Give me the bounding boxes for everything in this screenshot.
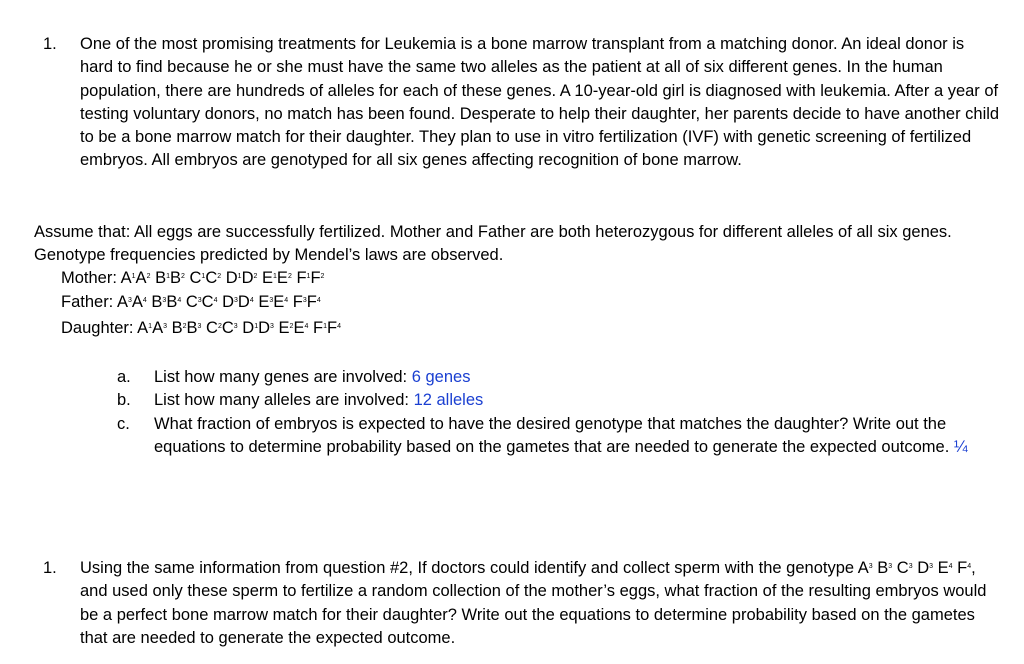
allele: $E^2$ [278,319,294,337]
question-number: 1. [43,35,57,53]
allele: $F^4$ [957,559,972,577]
allele: $A^3$ [857,559,873,577]
allele: $B^3$ [877,559,893,577]
allele: $E^2$ [276,269,292,287]
question-text-before: Using the same information from question #2, If doctors could identify and collect sperm with the genotype [80,559,855,577]
allele: $B^2$ [171,319,187,337]
allele: $D^3$ [917,559,934,577]
subquestion-letter: b. [117,391,131,410]
question-text: One of the most promising treatments for Leukemia is a bone marrow transplant from a matching donor. An ideal donor is hard to find because he or she must have the same two alleles as the patient at all of six different genes. In the human population, there are hundreds of alleles for each of these genes. A 10-year-old girl is diagnosed with leukemia. After a year of testing voluntary donors, no match has been found. Desperate to help their daughter, her parents decide to have another child to be a bone marrow match for their daughter. They plan to use in vitro fertilization (IVF) with genetic screening of fertilized embryos. All embryos are genotyped for all six genes affecting recognition of bone marrow. [80,35,1000,170]
question-text [80,557,1000,650]
allele: $D^2$ [241,269,258,287]
allele: $A^4$ [131,293,147,311]
genotype-label: Father: [61,293,114,311]
allele: $E^4$ [937,559,953,577]
allele: $C^2$ [206,319,222,337]
allele: $A^2$ [135,269,151,287]
allele: $B^2$ [169,269,185,287]
question-number: 1. [43,559,57,577]
sperm-genotype [858,559,971,577]
subquestion-text [154,389,984,412]
subquestion-prompt: What fraction of embryos is expected to have the desired genotype that matches the daughter? Write out the equations to determine probability based on the gametes that are needed to generate the expected outcome. [154,414,950,456]
genotype-label: Mother: [61,269,117,287]
allele: $D^3$ [258,319,274,337]
allele: $E^1$ [262,269,277,287]
allele: $C^3$ [185,293,202,311]
subquestion-text [154,366,984,389]
subquestion-prompt: List how many alleles are involved: [154,391,409,410]
allele: $C^4$ [201,293,218,311]
allele: $F^1$ [296,269,311,287]
genotype-alleles [117,293,321,311]
allele: $D^3$ [222,293,238,311]
allele: $F^4$ [306,293,321,311]
genotype-alleles [121,269,325,287]
allele: $A^1$ [120,269,136,287]
allele: $E^4$ [293,319,309,337]
subquestion-letter: c. [117,414,130,433]
allele: $E^4$ [273,293,289,311]
allele: $C^3$ [221,319,238,337]
allele: $B^3$ [186,319,202,337]
allele: $D^1$ [242,319,259,337]
subquestion-prompt: List how many genes are involved: [154,368,408,386]
father-genotype [61,291,321,314]
allele: $B^3$ [151,293,167,311]
allele: $D^1$ [225,269,242,287]
allele: $F^4$ [326,319,341,337]
allele: $A^3$ [152,319,167,337]
allele: $C^3$ [896,559,913,577]
genotype-label: Daughter: [61,319,134,337]
assumptions-text: Assume that: All eggs are successfully fertilized. Mother and Father are both heterozygous for different alleles of all six genes. Genotype frequencies predicted by Mendel’s laws are observed. [34,223,952,265]
allele: $B^4$ [166,293,182,311]
allele: $A^3$ [116,293,132,311]
daughter-genotype [61,317,341,340]
subquestion-letter: a. [117,368,131,386]
allele: $C^1$ [189,269,206,287]
subquestion-text [154,413,984,460]
allele: $F^1$ [312,319,327,337]
mother-genotype [61,267,324,290]
allele: $A^1$ [137,319,153,337]
answer-text: 12 alleles [413,391,484,410]
allele: $E^3$ [258,293,274,311]
answer-text: ¼ [953,437,968,456]
allele: $C^2$ [205,269,222,287]
answer-text: 6 genes [411,368,471,386]
question-text-after: , and used only these sperm to fertilize a random collection of the mother’s eggs, what fraction of the resulting embryos would be a perfect bone marrow match for their daughter? Write out the equations to determine probability based on the gametes that are needed to generate the expected outcome. [80,559,987,647]
allele: $F^3$ [292,293,307,311]
allele: $B^1$ [155,269,170,287]
genotype-alleles [137,319,341,337]
allele: $D^4$ [237,293,254,311]
allele: $F^2$ [310,269,325,287]
